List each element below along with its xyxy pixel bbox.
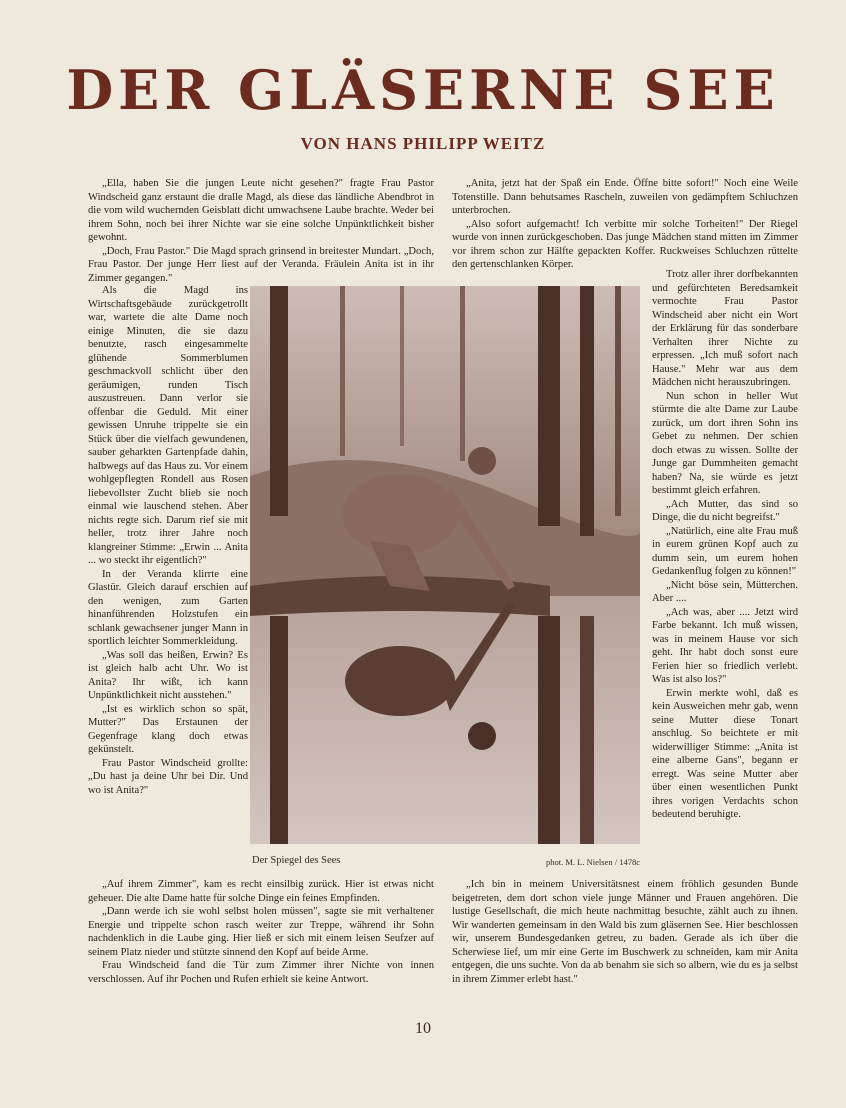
paragraph: „Also sofort aufgemacht! Ich verbitte mir solche Torheiten!" Der Riegel wurde von innen zurückgeschoben. Das junge Mädchen stand mitten im Zimmer vor ihrem schon zur Hälfte gepackten Koffer. Ruckweises Schluchzen rüttelte den gertenschlanken Körper. xyxy=(452,218,798,270)
paragraph: „Anita, jetzt hat der Spaß ein Ende. Öffne bitte sofort!" Noch eine Weile Totenstille. Dann behutsames Rascheln, zuweilen von gedämpftem Schluchzen unterbrochen. xyxy=(452,178,798,216)
photo-credit: phot. M. L. Nielsen / 1478c xyxy=(546,857,640,867)
paragraph: Trotz aller ihrer dorfbekannten und gefürchteten Beredsamkeit vermochte Frau Pastor Windscheid aber nicht ein Wort der Erklärung für das sonderbare Verhalten ihrer Nichte zu erpressen. „Ich muß sofort nach Hause." Mehr war aus dem Mädchen nicht herauszubringen. xyxy=(652,269,798,388)
right-column-bottom xyxy=(452,878,798,986)
paragraph: Frau Pastor Windscheid grollte: „Du hast ja deine Uhr bei Dir. Und wo ist Anita?" xyxy=(88,757,248,796)
lake-photograph xyxy=(250,286,640,844)
paragraph: „Ist es wirklich schon so spät, Mutter?" Das Erstaunen der Gegenfrage klang doch etwas gekünstelt. xyxy=(88,703,248,755)
author-byline: VON HANS PHILIPP WEITZ xyxy=(300,134,546,153)
paragraph: Frau Windscheid fand die Tür zum Zimmer ihrer Nichte von innen verschlossen. Auf ihr Pochen und Rufen erhielt sie keine Antwort. xyxy=(88,960,434,985)
paragraph: „Ach was, aber .... Jetzt wird Farbe bekannt. Ich muß wissen, was in meinem Hause vor sich geht. Ihr habt doch sonst eure Ferien hier so friedlich verlebt. Was ist also los?" xyxy=(652,606,798,685)
right-column-top xyxy=(452,177,798,272)
paragraph: „Dann werde ich sie wohl selbst holen müssen", sagte sie mit verhaltener Energie und trippelte schon rasch weiter zur Treppe, während ihr Sohn nachdenklich in die Laube ging. Hier ließ er sich mit einem leisen Seufzer auf seinem Platz nieder und stützte sinnend den Kopf auf beide Arme. xyxy=(88,906,434,958)
paragraph: „Natürlich, eine alte Frau muß in eurem grünen Kopf auch zu dumm sein, um eurem hohen Gedankenflug folgen zu können!" xyxy=(652,525,798,577)
page-number: 10 xyxy=(415,1020,431,1037)
paragraph: „Auf ihrem Zimmer", kam es recht einsilbig zurück. Hier ist etwas nicht geheuer. Die alte Dame hatte für solche Dinge ein feines Empfinden. xyxy=(88,879,434,904)
paragraph: Als die Magd ins Wirtschaftsgebäude zurückgetrollt war, wartete die alte Dame noch einige Minuten, die sie dazu benutzte, rasch eingesammelte glühende Sommerblumen geschmackvoll schlicht über den geräumigen, runden Tisch auszustreuen. Dann verlor sie offenbar die Geduld. Mit einer gewissen Unruhe trippelte sie ein Stück über die vielfach gewundenen, sauber geharkten Gartenpfade dahin, halbwegs auf das Haus zu. Vor einem wohlgepflegten Rondell aus Rosen liebevollster Zucht blieb sie noch einmal wie lauschend stehen. Aber nichts regte sich. Darum rief sie mit heller, trotz ihrer Jahre noch klangreiner Stimme: „Erwin ... Anita ... wo steckt ihr eigentlich?" xyxy=(88,285,248,566)
paragraph: „Ich bin in meinem Universitätsnest einem fröhlich gesunden Bunde beigetreten, dem dort schon viele junge Männer und Frauen angehören. Die lustige Gesellschaft, die mich heute nachmittag besuchte, zählt auch zu ihnen. Wir wanderten gemeinsam in den Wald bis zum gläsernen See. Hier beschlossen wir, unserem Bundesgedanken getreu, zu baden. Gerade als ich über die Scherwiese lief, um mir eine Gerte im Buschwerk zu schneiden, kam mir Anita entgegen, die uns suchte. Von da ab benahm sie sich so albern, wie du es ja selbst in ihrem Zimmer erlebt hast." xyxy=(452,879,798,985)
article-title: DER GLÄSERNE SEE xyxy=(66,58,780,122)
photo-illustration xyxy=(250,286,640,844)
right-column-narrow xyxy=(652,268,798,822)
left-column-bottom xyxy=(88,878,434,986)
paragraph: „Was soll das heißen, Erwin? Es ist gleich halb acht Uhr. Wo ist Anita? Ihr wißt, ich kann Unpünktlichkeit nicht ausstehen." xyxy=(88,649,248,701)
paragraph: Nun schon in heller Wut stürmte die alte Dame zur Laube zurück, um dort ihren Sohn ins Gebet zu nehmen. Der schien doch etwas zu wissen. Sollte der Junge gar Dummheiten gemacht haben? Na, sie würde es jetzt bestimmt gleich erfahren. xyxy=(652,390,798,496)
photo-caption: Der Spiegel des Sees xyxy=(252,855,341,866)
paragraph: „Ach Mutter, das sind so Dinge, die du nicht begreifst." xyxy=(652,498,798,523)
left-column-narrow xyxy=(88,284,248,797)
paragraph: Erwin merkte wohl, daß es kein Ausweichen mehr gab, wenn seine Mutter diese Tonart anschlug. So beichtete er mit widerwilliger Stimme: „Anita ist eine alberne Gans", begann er erregt. Was seine Mutter aber über einen wesentlichen Punkt ihres vorigen Verdachts schon bedeutend beruhigte. xyxy=(652,687,798,820)
left-column-top xyxy=(88,177,434,285)
paragraph: In der Veranda klirrte eine Glastür. Gleich darauf erschien auf den wenigen, zum Garten hinanführenden Holzstufen ein schlank gewachsener junger Mann in sportlich leichter Sommerkleidung. xyxy=(88,568,248,647)
paragraph: „Ella, haben Sie die jungen Leute nicht gesehen?" fragte Frau Pastor Windscheid ganz erstaunt die dralle Magd, als diese das ländliche Abendbrot in die vom wild wuchernden Geisblatt dicht umwachsene Laube brachte. Weder bei ihrem Sohn, noch bei ihrer Nichte war sie eine solche Unpünktlichkeit bisher gewohnt. xyxy=(88,178,434,243)
paragraph: „Nicht böse sein, Mütterchen. Aber .... xyxy=(652,579,798,604)
paragraph: „Doch, Frau Pastor." Die Magd sprach grinsend in breitester Mundart. „Doch, Frau Pastor. Der junge Herr liest auf der Veranda. Fräulein Anita ist in ihr Zimmer gegangen." xyxy=(88,245,434,284)
